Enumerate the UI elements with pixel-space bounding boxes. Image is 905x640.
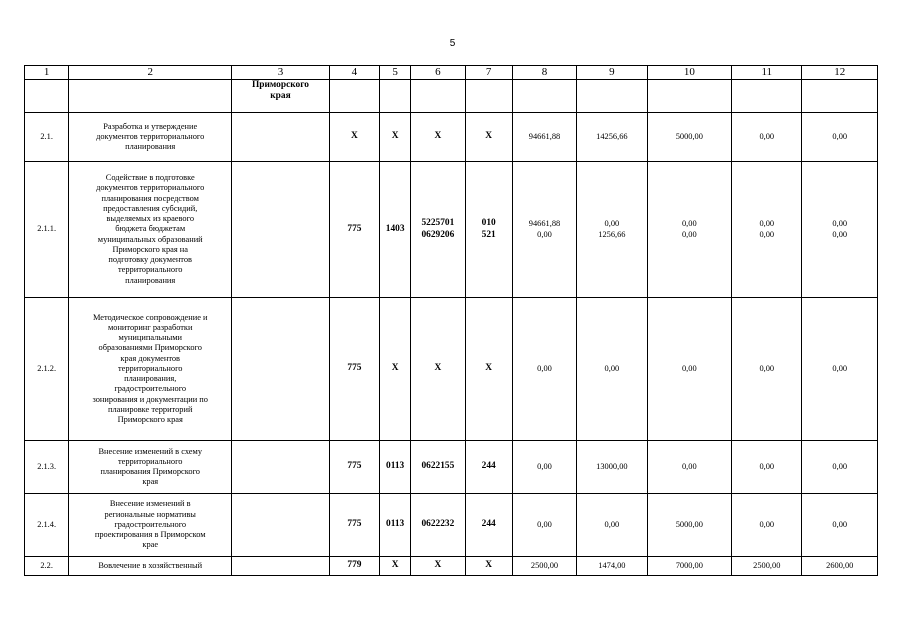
activity-name-cell: Вовлечение в хозяйственный (69, 557, 232, 576)
amount-cell: 7000,00 (647, 557, 731, 576)
expense-type-cell: 010 521 (465, 162, 512, 298)
table-cell (647, 80, 731, 113)
amount-cell: 1474,00 (577, 557, 647, 576)
table-row (25, 162, 878, 298)
amount-cell: 0,00 (802, 298, 878, 441)
amount-cell: 2500,00 (512, 557, 576, 576)
amount-cell: 0,00 (647, 441, 731, 494)
responsible-executor-cell (232, 494, 330, 557)
amount-cell: 0,00 (512, 441, 576, 494)
amount-cell: 14256,66 (577, 113, 647, 162)
section-code-cell: 0113 (380, 494, 411, 557)
activity-name-cell: Содействие в подготовке документов территориального планирования посредством предоставления субсидий, выделяемых из краевого бюджета бюджетам муниципальных образований Приморского края на подготовку документов территориального планирования (69, 162, 232, 298)
grbs-code-cell: 775 (329, 494, 379, 557)
expense-type-cell: 244 (465, 441, 512, 494)
table-cell (732, 80, 802, 113)
amount-cell: 0,00 0,00 (647, 162, 731, 298)
responsible-executor-cell (232, 113, 330, 162)
table-cell (512, 80, 576, 113)
column-number: 9 (577, 66, 647, 80)
amount-cell: 0,00 (732, 298, 802, 441)
amount-cell: 0,00 (732, 494, 802, 557)
amount-cell: 94661,88 0,00 (512, 162, 576, 298)
amount-cell: 0,00 1256,66 (577, 162, 647, 298)
table-row (25, 494, 878, 557)
continuation-row (25, 80, 878, 113)
row-number-cell: 2.1.3. (25, 441, 69, 494)
column-number: 10 (647, 66, 731, 80)
column-number: 3 (232, 66, 330, 80)
expense-type-cell: Х (465, 557, 512, 576)
table-cell (25, 80, 69, 113)
amount-cell: 0,00 (577, 494, 647, 557)
amount-cell: 94661,88 (512, 113, 576, 162)
responsible-executor-cell: Приморского края (232, 80, 330, 113)
responsible-executor-cell (232, 441, 330, 494)
column-number: 7 (465, 66, 512, 80)
target-article-cell: 5225701 0629206 (411, 162, 465, 298)
section-code-cell: 0113 (380, 441, 411, 494)
amount-cell: 0,00 (732, 441, 802, 494)
target-article-cell: 0622155 (411, 441, 465, 494)
target-article-cell: Х (411, 298, 465, 441)
grbs-code-cell: Х (329, 113, 379, 162)
column-number: 12 (802, 66, 878, 80)
column-number: 4 (329, 66, 379, 80)
grbs-code-cell: 775 (329, 298, 379, 441)
column-number: 6 (411, 66, 465, 80)
amount-cell: 0,00 0,00 (732, 162, 802, 298)
amount-cell: 2500,00 (732, 557, 802, 576)
column-number: 8 (512, 66, 576, 80)
table-row (25, 298, 878, 441)
section-code-cell: Х (380, 557, 411, 576)
row-number-cell: 2.1.2. (25, 298, 69, 441)
responsible-executor-cell (232, 162, 330, 298)
section-code-cell: 1403 (380, 162, 411, 298)
target-article-cell: Х (411, 113, 465, 162)
target-article-cell: 0622232 (411, 494, 465, 557)
responsible-executor-cell (232, 557, 330, 576)
amount-cell: 13000,00 (577, 441, 647, 494)
activity-name-cell: Методическое сопровождение и мониторинг разработки муниципальными образованиями Приморского края документов территориального планирования, градостроительного зонирования и документации по планировке территорий Приморского края (69, 298, 232, 441)
amount-cell: 0,00 (577, 298, 647, 441)
amount-cell: 0,00 (512, 298, 576, 441)
amount-cell: 0,00 (647, 298, 731, 441)
table-cell (380, 80, 411, 113)
activity-name-cell: Внесение изменений в региональные нормативы градостроительного проектирования в Приморском крае (69, 494, 232, 557)
amount-cell: 0,00 (732, 113, 802, 162)
row-number-cell: 2.1. (25, 113, 69, 162)
table-row (25, 557, 878, 576)
amount-cell: 0,00 (802, 441, 878, 494)
table-row (25, 113, 878, 162)
amount-cell: 2600,00 (802, 557, 878, 576)
table-cell (802, 80, 878, 113)
table-cell (577, 80, 647, 113)
table-cell (411, 80, 465, 113)
expense-type-cell: Х (465, 113, 512, 162)
amount-cell: 5000,00 (647, 494, 731, 557)
amount-cell: 0,00 0,00 (802, 162, 878, 298)
table-row (25, 441, 878, 494)
row-number-cell: 2.1.4. (25, 494, 69, 557)
activity-name-cell: Разработка и утверждение документов территориального планирования (69, 113, 232, 162)
row-number-cell: 2.1.1. (25, 162, 69, 298)
amount-cell: 5000,00 (647, 113, 731, 162)
expense-type-cell: Х (465, 298, 512, 441)
amount-cell: 0,00 (802, 494, 878, 557)
grbs-code-cell: 779 (329, 557, 379, 576)
amount-cell: 0,00 (802, 113, 878, 162)
page-number: 5 (449, 38, 456, 49)
grbs-code-cell: 775 (329, 441, 379, 494)
table-cell (329, 80, 379, 113)
column-number: 11 (732, 66, 802, 80)
activity-name-cell: Внесение изменений в схему территориального планирования Приморского края (69, 441, 232, 494)
responsible-executor-cell (232, 298, 330, 441)
column-number: 1 (25, 66, 69, 80)
target-article-cell: Х (411, 557, 465, 576)
column-number: 2 (69, 66, 232, 80)
amount-cell: 0,00 (512, 494, 576, 557)
expense-type-cell: 244 (465, 494, 512, 557)
section-code-cell: Х (380, 298, 411, 441)
column-number: 5 (380, 66, 411, 80)
table-cell (465, 80, 512, 113)
column-number-row (25, 66, 878, 80)
row-number-cell: 2.2. (25, 557, 69, 576)
section-code-cell: Х (380, 113, 411, 162)
grbs-code-cell: 775 (329, 162, 379, 298)
table-cell (69, 80, 232, 113)
budget-table (24, 65, 878, 576)
